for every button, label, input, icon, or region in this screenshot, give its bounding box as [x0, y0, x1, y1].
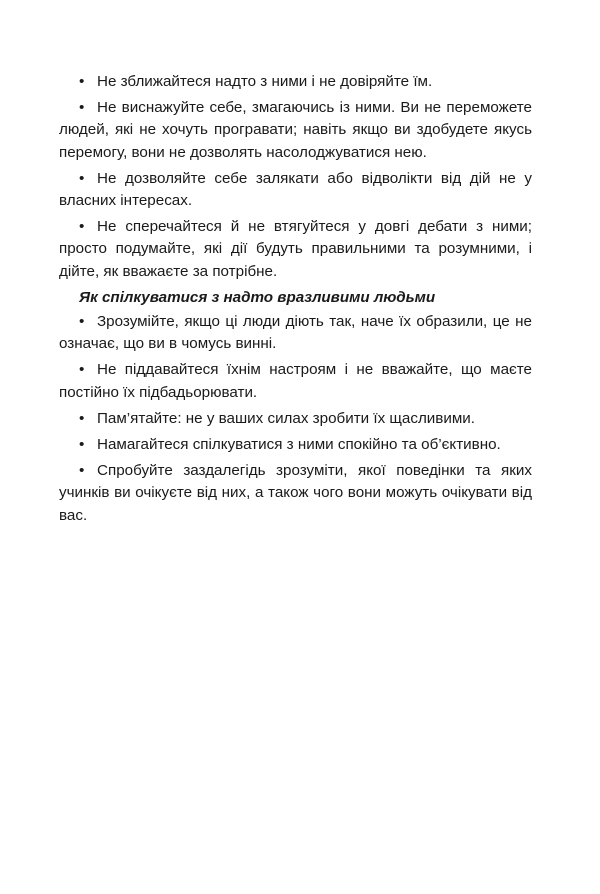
- list-item: [59, 434, 532, 456]
- list-item: [59, 359, 532, 403]
- list-item-text: Намагайтеся спілкуватися з ними спокійно та об’єктивно.: [97, 436, 501, 454]
- body-text: [59, 71, 532, 531]
- list-item: [59, 97, 532, 164]
- bullet-icon: •: [79, 218, 85, 236]
- bullet-icon: •: [79, 436, 85, 454]
- list-item: [59, 460, 532, 527]
- bullet-icon: •: [79, 361, 85, 379]
- list-item-text: Не дозволяйте себе залякати або відволікти від дій не у власних інтересах.: [59, 169, 532, 210]
- list-item-text: Не піддавайтеся їхнім настроям і не вважайте, що маєте постійно їх підбадьорювати.: [59, 361, 532, 401]
- list-item-text: Не зближайтеся надто з ними і не довіряйте їм.: [97, 73, 433, 90]
- bullet-icon: •: [79, 313, 85, 331]
- list-item: [59, 168, 532, 212]
- list-item-text: Спробуйте заздалегідь зрозуміти, якої поведінки та яких учинків ви очікуєте від них, а також чого вони можуть очікувати від вас.: [59, 462, 532, 524]
- bullet-icon: •: [79, 99, 85, 117]
- list-item-text: Зрозумійте, якщо ці люди діють так, наче їх образили, це не означає, що ви в чомусь винні.: [59, 313, 532, 353]
- bullet-icon: •: [79, 73, 85, 90]
- bullet-icon: •: [79, 409, 85, 427]
- list-item-text: Не виснажуйте себе, змагаючись із ними. Ви не переможете людей, які не хочуть програвати; навіть якщо ви здобудете якусь перемогу, вони не дозволять насолоджуватися нею.: [59, 99, 532, 161]
- bullet-icon: •: [79, 462, 85, 480]
- list-item: [59, 311, 532, 355]
- section-heading: Як спілкуватися з надто вразливими людьми: [79, 288, 436, 306]
- list-item: [59, 71, 532, 93]
- list-item-text: Не сперечайтеся й не втягуйтеся у довгі дебати з ними; просто подумайте, які дії будуть правильними та розумними, і дійте, як вважаєте за потрібне.: [59, 218, 532, 280]
- list-item: [59, 216, 532, 283]
- list-item: [59, 408, 532, 430]
- list-item-text: Пам’ятайте: не у ваших силах зробити їх щасливими.: [97, 409, 475, 427]
- bullet-icon: •: [79, 169, 85, 187]
